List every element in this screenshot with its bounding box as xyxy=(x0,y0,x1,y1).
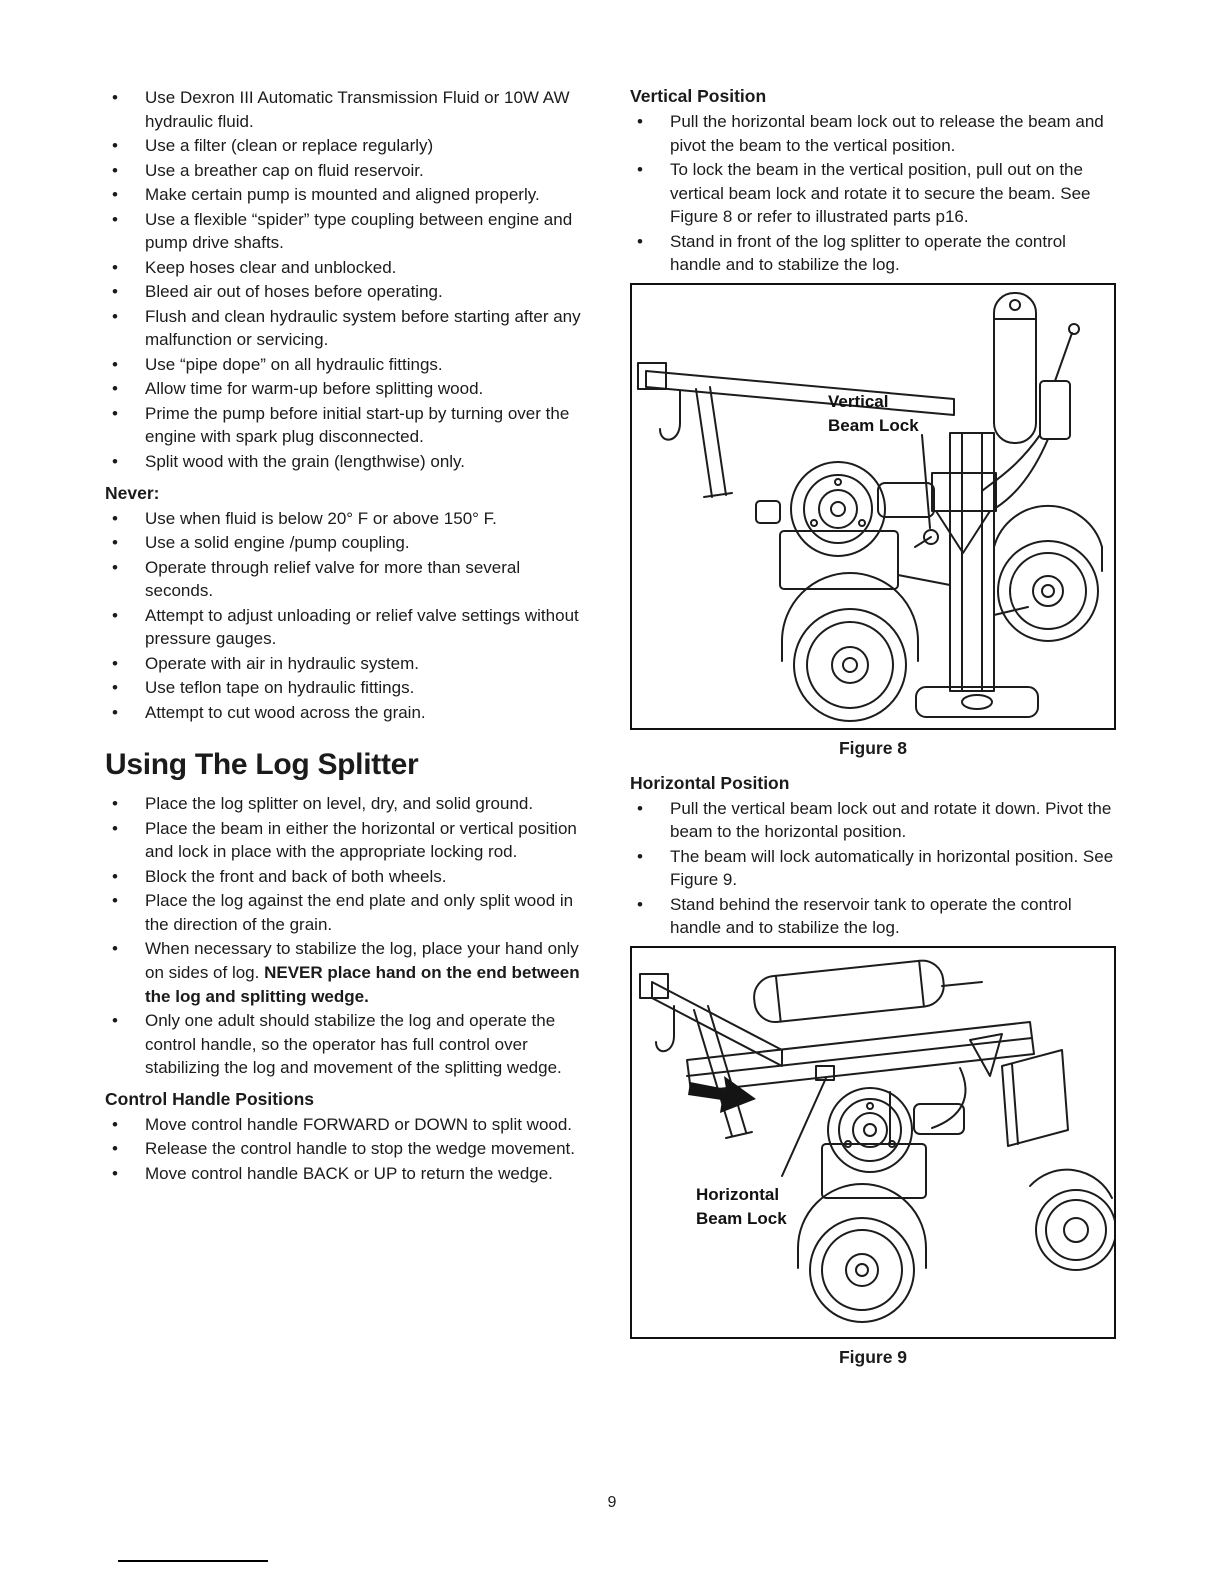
list-item: • Operate through relief valve for more than several seconds. xyxy=(105,556,592,603)
list-item: • Bleed air out of hoses before operating. xyxy=(105,280,592,304)
vertical-position-heading: Vertical Position xyxy=(630,86,767,106)
list-item: • Place the beam in either the horizontal or vertical position and lock in place with the appropriate locking rod. xyxy=(105,817,592,864)
list-item: • Use “pipe dope” on all hydraulic fittings. xyxy=(105,353,592,377)
horizontal-position-heading: Horizontal Position xyxy=(630,772,790,793)
list-item: • Only one adult should stabilize the log and operate the control handle, so the operator has full control over stabilizing the log and movement of the splitting wedge. xyxy=(105,1009,592,1080)
list-item: • Attempt to adjust unloading or relief valve settings without pressure gauges. xyxy=(105,604,592,651)
rear-wheel xyxy=(798,1184,926,1322)
list-item: • Keep hoses clear and unblocked. xyxy=(105,256,592,280)
list-item: • Stand in front of the log splitter to operate the control handle and to stabilize the log. xyxy=(630,230,1116,277)
hydraulic-hose xyxy=(932,1068,965,1128)
list-item: • Pull the vertical beam lock out and rotate it down. Pivot the beam to the horizontal position. xyxy=(630,797,1116,844)
list-item: • Use a breather cap on fluid reservoir. xyxy=(105,159,592,183)
list-item: • Use a filter (clean or replace regularly) xyxy=(105,134,592,158)
right-column xyxy=(630,86,1116,1382)
vertical-beam xyxy=(950,433,994,691)
horizontal-position-list xyxy=(630,797,1116,940)
vertical-beam-lock-label: Vertical xyxy=(828,391,889,411)
engine xyxy=(756,462,934,589)
tow-bar xyxy=(646,371,954,415)
list-item: • Flush and clean hydraulic system before starting after any malfunction or servicing. xyxy=(105,305,592,352)
figure-8-illustration xyxy=(632,285,1114,728)
end-plate xyxy=(1002,1050,1068,1146)
list-item: • Split wood with the grain (lengthwise) only. xyxy=(105,450,592,474)
list-item: • Pull the horizontal beam lock out to release the beam and pivot the beam to the vertical position. xyxy=(630,110,1116,157)
list-item: • The beam will lock automatically in horizontal position. See Figure 9. xyxy=(630,845,1116,892)
list-item: • Release the control handle to stop the wedge movement. xyxy=(105,1137,592,1161)
splitting-wedge xyxy=(970,1034,1002,1076)
never-list xyxy=(105,507,592,725)
label-leader-line xyxy=(782,1078,826,1176)
list-item: • Place the log against the end plate and only split wood in the direction of the grain. xyxy=(105,889,592,936)
figure-9-illustration xyxy=(632,948,1114,1337)
list-item: • Move control handle FORWARD or DOWN to split wood. xyxy=(105,1113,592,1137)
page-number: 9 xyxy=(607,1494,617,1511)
list-item: • Use teflon tape on hydraulic fittings. xyxy=(105,676,592,700)
splitting-wedge xyxy=(932,473,996,553)
hydraulic-cylinder xyxy=(752,958,946,1024)
control-handle-list xyxy=(105,1113,592,1186)
list-item: • Use a solid engine /pump coupling. xyxy=(105,531,592,555)
using-list xyxy=(105,792,592,1079)
list-item: • Attempt to cut wood across the grain. xyxy=(105,701,592,725)
bullet-text: When necessary to stabilize the log, place your hand only on sides of log. xyxy=(145,939,579,982)
control-valve xyxy=(1040,324,1079,439)
far-wheel xyxy=(1030,1170,1114,1270)
figure-8-caption: Figure 8 xyxy=(838,737,908,758)
safety-chain-hook xyxy=(656,1006,674,1051)
label-leader-line xyxy=(922,435,930,528)
tow-hitch xyxy=(638,363,666,389)
page-content xyxy=(105,86,1116,1382)
list-item: • Move control handle BACK or UP to return the wedge. xyxy=(105,1162,592,1186)
horizontal-beam-lock-label: Horizontal xyxy=(696,1184,780,1204)
left-column xyxy=(105,86,592,1382)
list-item: • Use when fluid is below 20° F or above 150° F. xyxy=(105,507,592,531)
list-item: • Use a flexible “spider” type coupling between engine and pump drive shafts. xyxy=(105,208,592,255)
list-item: • Place the log splitter on level, dry, and solid ground. xyxy=(105,792,592,816)
safety-chain-hook xyxy=(660,391,680,440)
section-title: Using The Log Splitter xyxy=(105,748,419,782)
control-handle-heading: Control Handle Positions xyxy=(105,1088,315,1109)
list-item: • Prime the pump before initial start-up by turning over the engine with spark plug disconnected. xyxy=(105,402,592,449)
list-item: • Allow time for warm-up before splitting wood. xyxy=(105,377,592,401)
list-item: • Stand behind the reservoir tank to operate the control handle and to stabilize the log. xyxy=(630,893,1116,940)
horizontal-beam xyxy=(687,1022,1034,1092)
vertical-position-list xyxy=(630,110,1116,277)
tow-bar xyxy=(652,982,782,1066)
figure-8-frame xyxy=(630,283,1116,730)
tow-hitch xyxy=(640,974,668,998)
hydraulic-hose xyxy=(994,439,1048,509)
rear-wheel xyxy=(994,506,1102,641)
list-item: • To lock the beam in the vertical position, pull out on the vertical beam lock and rotate it to secure the beam. See Figure 8 or refer to illustrated parts p16. xyxy=(630,158,1116,229)
bullet-text-bold: NEVER place hand on the end between the log and splitting wedge. xyxy=(145,963,580,1006)
vertical-beam-lock-pin xyxy=(915,530,938,547)
list-item: • Block the front and back of both wheels. xyxy=(105,865,592,889)
figure-9-frame xyxy=(630,946,1116,1339)
horizontal-beam-lock-label: Beam Lock xyxy=(696,1208,787,1228)
maintenance-list xyxy=(105,86,592,474)
list-item: • Make certain pump is mounted and aligned properly. xyxy=(105,183,592,207)
front-wheel xyxy=(782,573,918,721)
jack-stand xyxy=(696,387,732,497)
engine xyxy=(822,1088,964,1198)
footer-line xyxy=(118,1560,268,1562)
vertical-beam-lock-label: Beam Lock xyxy=(828,415,919,435)
hydraulic-cylinder xyxy=(994,293,1036,443)
list-item xyxy=(105,937,592,1008)
pointer-arrow xyxy=(688,1076,756,1113)
list-item: • Operate with air in hydraulic system. xyxy=(105,652,592,676)
list-item: • Use Dexron III Automatic Transmission Fluid or 10W AW hydraulic fluid. xyxy=(105,86,592,133)
figure-9-caption: Figure 9 xyxy=(838,1346,908,1367)
never-heading: Never: xyxy=(105,482,160,503)
